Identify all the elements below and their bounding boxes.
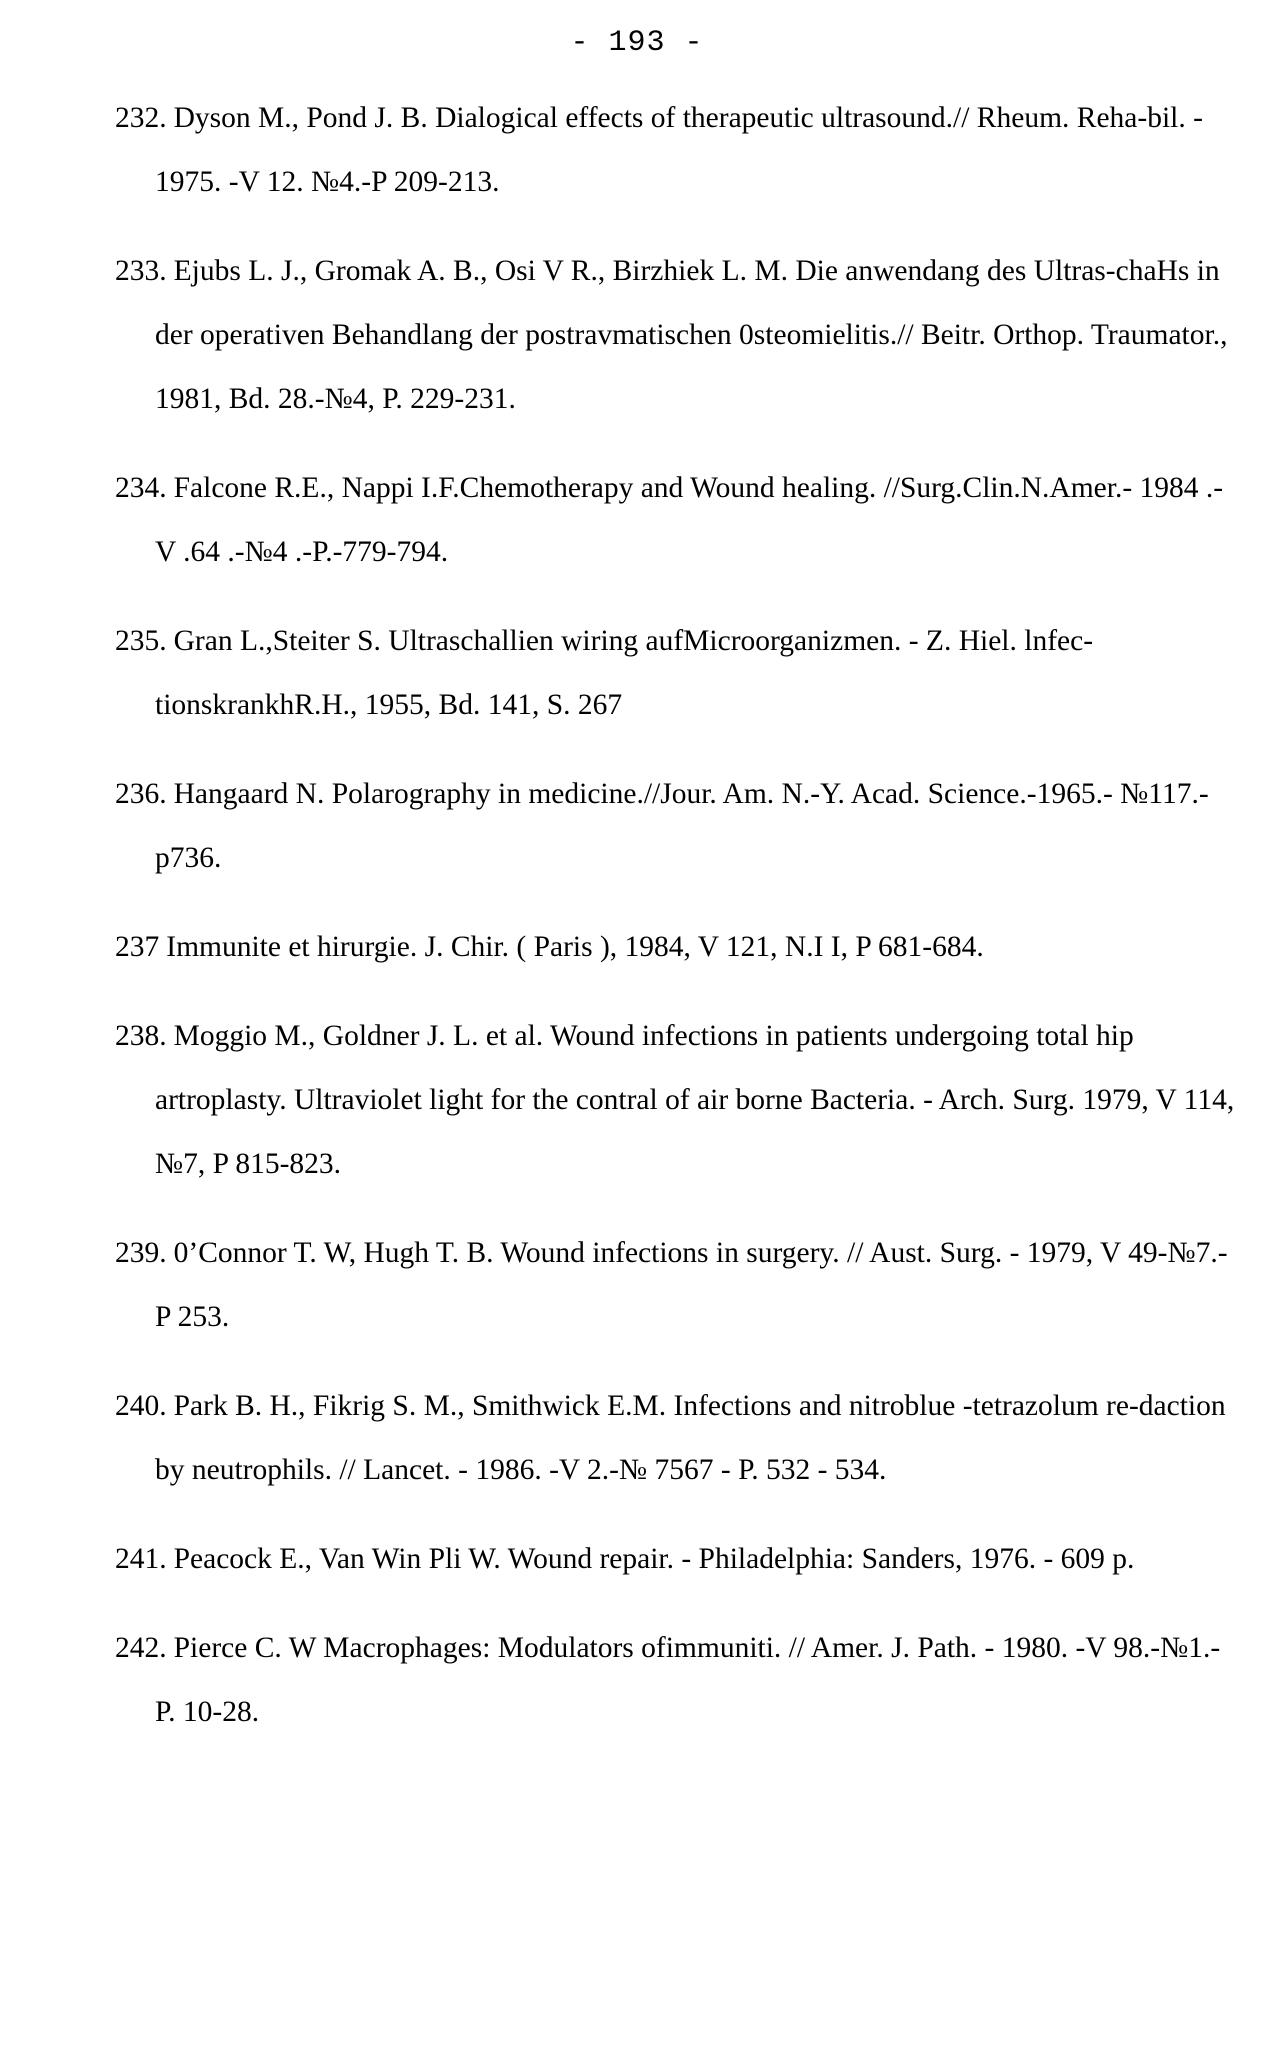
reference-text: Ejubs L. J., Gromak A. B., Osi V R., Birzhiek L. M. Die anwendang des Ultras-chaHs in der operativen Behandlang der postravmatischen 0steomielitis.// Beitr. Orthop. Traumator., 1981, Bd. 28.-№4, P. 229-231.: [155, 255, 1228, 415]
reference-number: 241.: [115, 1543, 167, 1575]
reference-number: 234.: [115, 472, 167, 504]
reference-text: 0’Connor T. W, Hugh T. B. Wound infections in surgery. // Aust. Surg. - 1979, V 49-№7.-P 253.: [155, 1237, 1228, 1333]
reference-item: [115, 1004, 1235, 1196]
reference-text: Falcone R.E., Nappi I.F.Chemotherapy and Wound healing. //Surg.Clin.N.Amer.- 1984 .-V .64 .-№4 .-P.-779-794.: [155, 472, 1224, 568]
reference-item: [115, 1221, 1235, 1349]
reference-number: 237: [115, 931, 160, 963]
reference-item: [115, 239, 1235, 431]
reference-item: [115, 456, 1235, 584]
reference-item: [115, 1527, 1235, 1591]
reference-item: [115, 1616, 1235, 1744]
reference-item: [115, 762, 1235, 890]
reference-text: Park B. H., Fikrig S. M., Smithwick E.M. Infections and nitroblue -tetrazolum re-daction by neutrophils. // Lancet. - 1986. -V 2.-№ 7567 - P. 532 - 534.: [155, 1390, 1226, 1486]
reference-number: 235.: [115, 625, 167, 657]
reference-list: [115, 86, 1235, 1769]
reference-text: Pierce C. W Macrophages: Modulators ofimmuniti. // Amer. J. Path. - 1980. -V 98.-№1.-P. 10-28.: [155, 1632, 1221, 1728]
reference-number: 239.: [115, 1237, 167, 1269]
reference-number: 236.: [115, 778, 167, 810]
reference-number: 232.: [115, 102, 167, 134]
reference-text: Gran L.,Steiter S. Ultraschallien wiring aufMicroorganizmen. - Z. Hiel. lnfec-tionskrankhR.H., 1955, Bd. 141, S. 267: [155, 625, 1094, 721]
reference-number: 242.: [115, 1632, 167, 1664]
reference-item: [115, 609, 1235, 737]
reference-item: [115, 86, 1235, 214]
reference-text: Hangaard N. Polarography in medicine.//Jour. Am. N.-Y. Acad. Science.-1965.- №117.-p736.: [155, 778, 1209, 874]
reference-item: [115, 1374, 1235, 1502]
page-number: - 193 -: [570, 26, 704, 60]
reference-text: Moggio M., Goldner J. L. et al. Wound infections in patients undergoing total hip artroplasty. Ultraviolet light for the contral of air borne Bacteria. - Arch. Surg. 1979, V 114, №7, P 815-823.: [155, 1020, 1235, 1180]
reference-number: 238.: [115, 1020, 167, 1052]
reference-item: [115, 915, 1235, 979]
reference-text: Immunite et hirurgie. J. Chir. ( Paris ), 1984, V 121, N.I I, P 681-684.: [166, 931, 984, 963]
reference-number: 233.: [115, 255, 167, 287]
reference-number: 240.: [115, 1390, 167, 1422]
reference-text: Dyson M., Pond J. B. Dialogical effects of therapeutic ultrasound.// Rheum. Reha-bil. - 1975. -V 12. №4.-P 209-213.: [155, 102, 1203, 198]
reference-text: Peacock E., Van Win Pli W. Wound repair. - Philadelphia: Sanders, 1976. - 609 p.: [173, 1543, 1135, 1575]
